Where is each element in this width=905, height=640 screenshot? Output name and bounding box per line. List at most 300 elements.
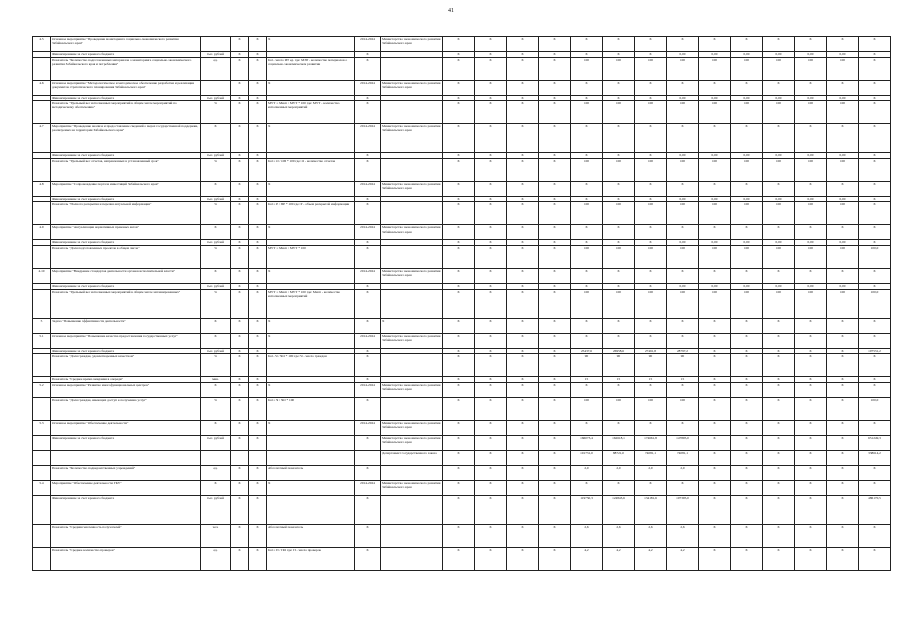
cell-value: 0,00	[667, 52, 699, 58]
cell-value: 0,00	[763, 52, 795, 58]
cell-a: X	[231, 240, 249, 246]
cell-value: X	[763, 397, 795, 420]
cell-code: 5.4	[33, 480, 51, 495]
cell-code: 4.8	[33, 181, 51, 196]
cell-value: X	[571, 382, 603, 397]
cell-unit: %	[201, 397, 231, 420]
cell-name: Финансирование за счет краевого бюджета	[51, 495, 201, 524]
cell-value: 0,00	[667, 196, 699, 202]
cell-value: 100	[699, 158, 731, 181]
cell-value: X	[731, 80, 763, 95]
cell-unit: X	[201, 333, 231, 348]
cell-value: X	[443, 153, 475, 159]
cell-b: X	[249, 318, 267, 333]
cell-value: 0,00	[699, 240, 731, 246]
table-row	[33, 124, 891, 153]
cell-a: X	[231, 37, 249, 52]
cell-c	[267, 450, 355, 465]
cell-value: X	[827, 524, 859, 547]
cell-code	[33, 547, 51, 570]
cell-value: X	[443, 547, 475, 570]
cell-b: X	[249, 202, 267, 225]
cell-value: X	[507, 524, 539, 547]
cell-value: X	[507, 240, 539, 246]
cell-value: X	[763, 348, 795, 354]
cell-value: X	[475, 480, 507, 495]
cell-value: X	[443, 348, 475, 354]
cell-start: X	[355, 158, 381, 181]
cell-value: 100	[571, 245, 603, 268]
cell-c: X	[267, 318, 355, 333]
cell-start: X	[355, 435, 381, 450]
cell-unit	[201, 80, 231, 95]
cell-value: 100,0	[859, 397, 891, 420]
cell-value: X	[507, 318, 539, 333]
cell-resp	[381, 495, 443, 524]
cell-value: X	[635, 196, 667, 202]
cell-value: X	[859, 354, 891, 377]
cell-resp: X	[381, 318, 443, 333]
cell-resp	[381, 354, 443, 377]
cell-value: X	[859, 80, 891, 95]
cell-value: X	[539, 495, 571, 524]
cell-value: X	[731, 495, 763, 524]
cell-resp	[381, 245, 443, 268]
cell-value: X	[859, 95, 891, 101]
cell-name: Показатель "Доля подготовленных проектов в общем числе"	[51, 245, 201, 268]
cell-value: X	[859, 240, 891, 246]
cell-value: X	[827, 420, 859, 435]
cell-value: X	[795, 480, 827, 495]
cell-value: X	[859, 465, 891, 480]
cell-name: Показатель "Среднее время ожидания в очереди"	[51, 377, 201, 383]
cell-value: X	[571, 37, 603, 52]
cell-value: X	[635, 181, 667, 196]
cell-a: X	[231, 348, 249, 354]
cell-value: 119750,3	[571, 495, 603, 524]
cell-value: 100	[795, 289, 827, 318]
table-row	[33, 225, 891, 240]
cell-a: X	[231, 268, 249, 283]
cell-value: X	[475, 245, 507, 268]
cell-value: X	[763, 547, 795, 570]
cell-a: X	[231, 547, 249, 570]
cell-value: X	[731, 420, 763, 435]
cell-name: Показатель "Доля граждан, имеющих доступ к получению услуг"	[51, 397, 201, 420]
cell-value: X	[507, 80, 539, 95]
cell-name: Показатель "Среднее количество проверок"	[51, 547, 201, 570]
cell-unit: %	[201, 101, 231, 124]
cell-value: X	[635, 268, 667, 283]
cell-value: X	[507, 333, 539, 348]
cell-b: X	[249, 283, 267, 289]
cell-value: 100	[731, 57, 763, 80]
cell-a: X	[231, 318, 249, 333]
cell-value: X	[763, 524, 795, 547]
cell-value: X	[507, 495, 539, 524]
cell-value: X	[539, 465, 571, 480]
cell-value: X	[635, 52, 667, 58]
cell-c: X	[267, 80, 355, 95]
cell-a: X	[231, 333, 249, 348]
cell-value: X	[539, 318, 571, 333]
cell-value: 4,2	[635, 547, 667, 570]
cell-value: X	[699, 37, 731, 52]
table-row	[33, 202, 891, 225]
cell-name: Мероприятие "Обеспечение деятельности ГКУ"	[51, 480, 201, 495]
cell-resp	[381, 465, 443, 480]
cell-name: Финансирование за счет краевого бюджета	[51, 153, 201, 159]
cell-b: X	[249, 480, 267, 495]
cell-value: X	[443, 202, 475, 225]
cell-value: X	[603, 268, 635, 283]
cell-value: X	[475, 318, 507, 333]
cell-c: Ind = П / ПО где: П - число проверок	[267, 547, 355, 570]
cell-value: X	[443, 225, 475, 240]
cell-value: 26958,6	[603, 348, 635, 354]
cell-name: Показатель "Средняя численность получателей"	[51, 524, 201, 547]
cell-value: 4,2	[667, 547, 699, 570]
cell-value: 0,00	[731, 283, 763, 289]
cell-value: X	[475, 202, 507, 225]
cell-code	[33, 289, 51, 318]
cell-unit: ед.	[201, 57, 231, 80]
table-row	[33, 382, 891, 397]
cell-value: X	[699, 225, 731, 240]
cell-value: 0,00	[667, 283, 699, 289]
cell-value: 90	[635, 354, 667, 377]
cell-value: X	[443, 524, 475, 547]
table-row	[33, 289, 891, 318]
cell-code	[33, 435, 51, 450]
cell-value: X	[763, 80, 795, 95]
cell-value: 2,0	[667, 465, 699, 480]
cell-value: X	[763, 420, 795, 435]
cell-value: X	[507, 382, 539, 397]
cell-value: 100	[795, 158, 827, 181]
cell-value: X	[443, 101, 475, 124]
cell-value: X	[859, 377, 891, 383]
cell-value: X	[539, 480, 571, 495]
cell-c: МУТ = Мисп / МУТ * 100 где: МУТ - количество исполненных мероприятий	[267, 101, 355, 124]
cell-value: X	[443, 283, 475, 289]
cell-start	[355, 450, 381, 465]
cell-start: X	[355, 289, 381, 318]
cell-value: X	[539, 153, 571, 159]
cell-value: X	[539, 283, 571, 289]
cell-value: X	[443, 354, 475, 377]
cell-start: X	[355, 465, 381, 480]
cell-value: 100	[571, 202, 603, 225]
cell-start: 2014-2024	[355, 124, 381, 153]
cell-start: X	[355, 354, 381, 377]
cell-value: 0,00	[667, 95, 699, 101]
cell-value: X	[475, 397, 507, 420]
cell-value: X	[859, 333, 891, 348]
cell-a: X	[231, 196, 249, 202]
cell-b: X	[249, 95, 267, 101]
cell-b: X	[249, 101, 267, 124]
table-row	[33, 37, 891, 52]
cell-value: X	[795, 450, 827, 465]
cell-value: X	[507, 283, 539, 289]
cell-value: X	[571, 225, 603, 240]
cell-a: X	[231, 95, 249, 101]
cell-value: X	[603, 196, 635, 202]
cell-value: X	[475, 124, 507, 153]
cell-value: 100	[731, 158, 763, 181]
cell-a: X	[231, 80, 249, 95]
cell-value: 100	[667, 101, 699, 124]
cell-unit	[201, 450, 231, 465]
cell-value: X	[475, 95, 507, 101]
cell-start: X	[355, 240, 381, 246]
cell-c	[267, 435, 355, 450]
table-row	[33, 435, 891, 450]
cell-start: X	[355, 196, 381, 202]
cell-value: 0,00	[699, 52, 731, 58]
cell-value: X	[827, 318, 859, 333]
cell-value: 0,00	[827, 52, 859, 58]
cell-value: X	[507, 465, 539, 480]
cell-value: X	[539, 397, 571, 420]
cell-value: X	[699, 480, 731, 495]
cell-value: X	[507, 153, 539, 159]
cell-value: 0,00	[763, 153, 795, 159]
cell-value: X	[635, 333, 667, 348]
cell-resp: Министерство экономического развития Забайкальского края	[381, 435, 443, 450]
cell-value: 100	[827, 245, 859, 268]
cell-name: Показатель "Количество подведомственных учреждений"	[51, 465, 201, 480]
cell-value: X	[507, 225, 539, 240]
cell-value: X	[859, 158, 891, 181]
cell-value: 147895,0	[667, 435, 699, 450]
cell-value: X	[795, 524, 827, 547]
cell-value: X	[859, 37, 891, 52]
cell-value: X	[507, 101, 539, 124]
cell-value: X	[443, 37, 475, 52]
cell-b: X	[249, 289, 267, 318]
cell-value: 100	[699, 245, 731, 268]
cell-value: X	[699, 181, 731, 196]
table-row	[33, 158, 891, 181]
cell-value: X	[827, 547, 859, 570]
cell-value: X	[571, 318, 603, 333]
cell-value: X	[699, 382, 731, 397]
cell-value: X	[475, 80, 507, 95]
cell-value: X	[603, 124, 635, 153]
cell-value: X	[507, 57, 539, 80]
cell-value: X	[731, 268, 763, 283]
cell-code	[33, 57, 51, 80]
cell-a: X	[231, 382, 249, 397]
cell-a: X	[231, 420, 249, 435]
cell-value: X	[507, 480, 539, 495]
cell-c: МУТ = Мисп / МУТ * 100 где: Мисп - количество исполненных мероприятий	[267, 289, 355, 318]
cell-value: X	[731, 435, 763, 450]
cell-value: X	[795, 420, 827, 435]
cell-value: X	[699, 495, 731, 524]
cell-value: 15	[667, 377, 699, 383]
cell-resp: Министерство экономического развития Забайкальского края	[381, 124, 443, 153]
table-row	[33, 524, 891, 547]
cell-value: X	[635, 382, 667, 397]
cell-c: X	[267, 382, 355, 397]
cell-name: Финансирование за счет краевого бюджета	[51, 240, 201, 246]
cell-start: X	[355, 101, 381, 124]
cell-value: X	[635, 420, 667, 435]
table-row	[33, 354, 891, 377]
cell-value: X	[443, 465, 475, 480]
cell-value: X	[827, 37, 859, 52]
cell-value: X	[507, 196, 539, 202]
cell-value: X	[571, 480, 603, 495]
cell-value: 100	[763, 101, 795, 124]
cell-value: 90	[667, 354, 699, 377]
cell-unit: тыс. рублей	[201, 52, 231, 58]
cell-value: X	[475, 435, 507, 450]
cell-value: X	[539, 95, 571, 101]
cell-b: X	[249, 37, 267, 52]
cell-value: X	[443, 240, 475, 246]
cell-value: X	[635, 124, 667, 153]
cell-unit	[201, 37, 231, 52]
cell-name: Финансирование за счет краевого бюджета	[51, 95, 201, 101]
cell-value: 100	[827, 101, 859, 124]
cell-value: X	[699, 80, 731, 95]
cell-b	[249, 450, 267, 465]
cell-value: X	[475, 333, 507, 348]
cell-name: Показатель "Полнота раскрытия и перечня актуальной информации"	[51, 202, 201, 225]
cell-value: X	[763, 268, 795, 283]
cell-start: X	[355, 377, 381, 383]
cell-b: X	[249, 435, 267, 450]
cell-value: X	[571, 420, 603, 435]
cell-value: X	[571, 240, 603, 246]
cell-value: X	[571, 181, 603, 196]
cell-value: X	[603, 318, 635, 333]
cell-value: 4,2	[571, 547, 603, 570]
cell-name: Основное мероприятие "Методологическое и методическое обеспечение разработки и реализации документов стратегического планирования Забайкальского края"	[51, 80, 201, 95]
cell-value: X	[603, 95, 635, 101]
cell-value: X	[507, 181, 539, 196]
table-row	[33, 450, 891, 465]
cell-b: X	[249, 377, 267, 383]
cell-value: X	[507, 158, 539, 181]
cell-start: 2014-2024	[355, 333, 381, 348]
cell-resp	[381, 57, 443, 80]
cell-resp: Министерство экономического развития Забайкальского края	[381, 37, 443, 52]
cell-a: X	[231, 377, 249, 383]
cell-code	[33, 101, 51, 124]
cell-resp	[381, 547, 443, 570]
cell-code: 4.7	[33, 124, 51, 153]
cell-value: X	[795, 354, 827, 377]
cell-value: X	[667, 333, 699, 348]
cell-value: 651249,3	[859, 435, 891, 450]
cell-value: 0,00	[667, 240, 699, 246]
cell-code	[33, 524, 51, 547]
cell-value: X	[699, 435, 731, 450]
cell-value: X	[475, 101, 507, 124]
cell-value: X	[475, 283, 507, 289]
cell-value: 166073,4	[571, 435, 603, 450]
cell-value: X	[443, 495, 475, 524]
cell-value: X	[763, 318, 795, 333]
cell-c: X	[267, 420, 355, 435]
cell-c: МУТ = Мисп / МУТ * 100	[267, 245, 355, 268]
cell-value: 0,00	[699, 196, 731, 202]
cell-value: X	[763, 377, 795, 383]
cell-value: X	[827, 354, 859, 377]
cell-value: 28797,2	[667, 348, 699, 354]
cell-value: X	[443, 52, 475, 58]
cell-unit: тыс. рублей	[201, 240, 231, 246]
cell-value: X	[443, 333, 475, 348]
cell-value: X	[859, 420, 891, 435]
cell-c: X	[267, 480, 355, 495]
cell-value: 100	[731, 202, 763, 225]
cell-value: 486170,5	[859, 495, 891, 524]
cell-value: X	[667, 480, 699, 495]
table-row	[33, 318, 891, 333]
cell-value: 2,0	[603, 465, 635, 480]
cell-value: X	[443, 268, 475, 283]
cell-value: X	[443, 382, 475, 397]
cell-value: X	[635, 240, 667, 246]
cell-value: X	[443, 480, 475, 495]
cell-value: X	[603, 153, 635, 159]
cell-b: X	[249, 348, 267, 354]
table-row	[33, 495, 891, 524]
cell-value: 2,0	[635, 465, 667, 480]
cell-value: X	[443, 57, 475, 80]
cell-value: X	[443, 289, 475, 318]
cell-value: X	[635, 318, 667, 333]
cell-value: X	[603, 283, 635, 289]
cell-code: 5	[33, 318, 51, 333]
cell-value: X	[507, 268, 539, 283]
cell-value: X	[795, 80, 827, 95]
cell-value: 2,0	[571, 465, 603, 480]
cell-value: 0,00	[763, 95, 795, 101]
cell-value: X	[699, 268, 731, 283]
cell-a: X	[231, 158, 249, 181]
table-row	[33, 57, 891, 80]
cell-value: X	[699, 397, 731, 420]
cell-name: Основное мероприятие "Развитие многофункциональных центров"	[51, 382, 201, 397]
cell-value: X	[699, 124, 731, 153]
cell-value: 100	[667, 245, 699, 268]
cell-c: X	[267, 181, 355, 196]
cell-value: X	[475, 465, 507, 480]
cell-value: X	[475, 158, 507, 181]
cell-value: X	[795, 377, 827, 383]
cell-a: X	[231, 289, 249, 318]
cell-value: 134181,6	[635, 495, 667, 524]
cell-c: Ind = Р / ПР * 100 где: Р - объем раскрытой информации	[267, 202, 355, 225]
cell-start: X	[355, 318, 381, 333]
cell-value: 100	[603, 101, 635, 124]
cell-value: X	[443, 435, 475, 450]
cell-value: 100	[763, 57, 795, 80]
cell-value: X	[827, 465, 859, 480]
cell-value: X	[731, 547, 763, 570]
cell-value: X	[699, 524, 731, 547]
cell-value: X	[827, 268, 859, 283]
cell-value: X	[539, 333, 571, 348]
cell-b: X	[249, 333, 267, 348]
